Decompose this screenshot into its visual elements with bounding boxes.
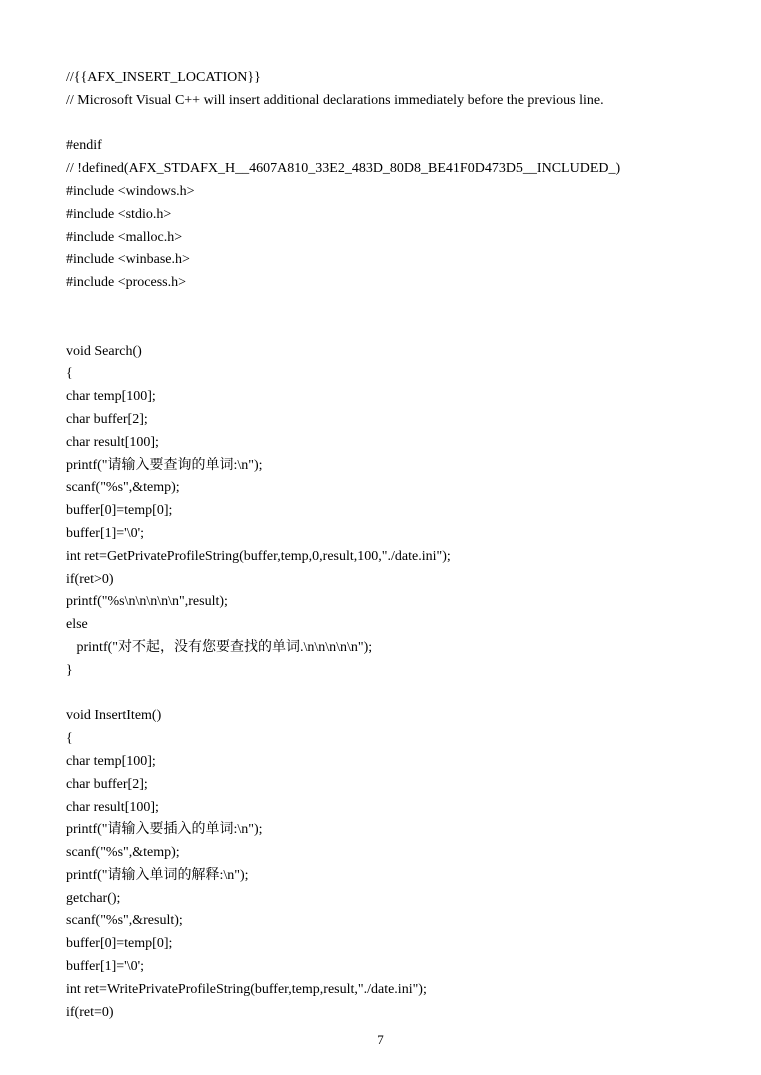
code-line-search-signature: void Search() xyxy=(66,343,142,359)
code-line-close-brace: } xyxy=(66,662,73,678)
code-line-scanf-result: scanf("%s",&result); xyxy=(66,913,183,929)
code-line-decl-result: char result[100]; xyxy=(66,434,159,450)
code-line-buffer1-assign: buffer[1]='\0'; xyxy=(66,959,144,975)
code-line-include-stdio: #include <stdio.h> xyxy=(66,206,172,222)
code-line-include-windows: #include <windows.h> xyxy=(66,183,195,199)
code-line-printf-insert-prompt: printf("请输入要插入的单词:\n"); xyxy=(66,822,263,838)
code-line-decl-buffer: char buffer[2]; xyxy=(66,411,148,427)
code-line-if-ret-positive: if(ret>0) xyxy=(66,571,114,587)
code-line-scanf-temp: scanf("%s",&temp); xyxy=(66,480,180,496)
page-number: 7 xyxy=(377,1032,384,1047)
code-line-write-profile-string: int ret=WritePrivateProfileString(buffer,temp,result,"./date.ini"); xyxy=(66,981,427,997)
code-line-endif: #endif xyxy=(66,138,102,154)
code-line-defined-comment: // !defined(AFX_STDAFX_H__4607A810_33E2_483D_80D8_BE41F0D473D5__INCLUDED_) xyxy=(66,161,621,177)
code-line-printf-result: printf("%s\n\n\n\n\n",result); xyxy=(66,594,228,610)
code-line-include-process: #include <process.h> xyxy=(66,275,186,291)
code-line-include-winbase: #include <winbase.h> xyxy=(66,252,190,268)
code-line-include-malloc: #include <malloc.h> xyxy=(66,229,183,245)
code-listing xyxy=(66,67,746,1024)
code-line-else: else xyxy=(66,617,88,633)
code-line-scanf-temp: scanf("%s",&temp); xyxy=(66,845,180,861)
code-line-blank xyxy=(66,295,746,318)
code-line-printf-definition-prompt: printf("请输入单词的解释:\n"); xyxy=(66,867,249,883)
code-line-printf-query-prompt: printf("请输入要查询的单词:\n"); xyxy=(66,457,263,473)
code-line-decl-buffer: char buffer[2]; xyxy=(66,776,148,792)
code-line-get-profile-string: int ret=GetPrivateProfileString(buffer,temp,0,result,100,"./date.ini"); xyxy=(66,548,451,564)
code-line-afx-insert-location: //{{AFX_INSERT_LOCATION}} xyxy=(66,70,261,85)
code-line-blank xyxy=(66,318,746,341)
code-line-blank xyxy=(66,683,746,706)
code-line-decl-temp: char temp[100]; xyxy=(66,389,156,405)
code-line-decl-result: char result[100]; xyxy=(66,799,159,815)
code-line-open-brace: { xyxy=(66,366,73,382)
code-line-open-brace: { xyxy=(66,731,73,747)
code-line-decl-temp: char temp[100]; xyxy=(66,753,156,769)
code-line-insertitem-signature: void InsertItem() xyxy=(66,708,162,724)
code-line-blank xyxy=(66,113,746,136)
code-line-printf-not-found: printf("对不起，没有您要查找的单词.\n\n\n\n\n"); xyxy=(66,639,373,655)
code-line-getchar: getchar(); xyxy=(66,890,121,906)
code-line-buffer0-assign: buffer[0]=temp[0]; xyxy=(66,503,173,519)
code-line-msvc-comment: // Microsoft Visual C++ will insert additional declarations immediately before the previous line. xyxy=(66,92,604,108)
code-line-if-ret-zero: if(ret=0) xyxy=(66,1004,114,1020)
code-line-buffer0-assign: buffer[0]=temp[0]; xyxy=(66,936,173,952)
code-line-buffer1-assign: buffer[1]='\0'; xyxy=(66,525,144,541)
